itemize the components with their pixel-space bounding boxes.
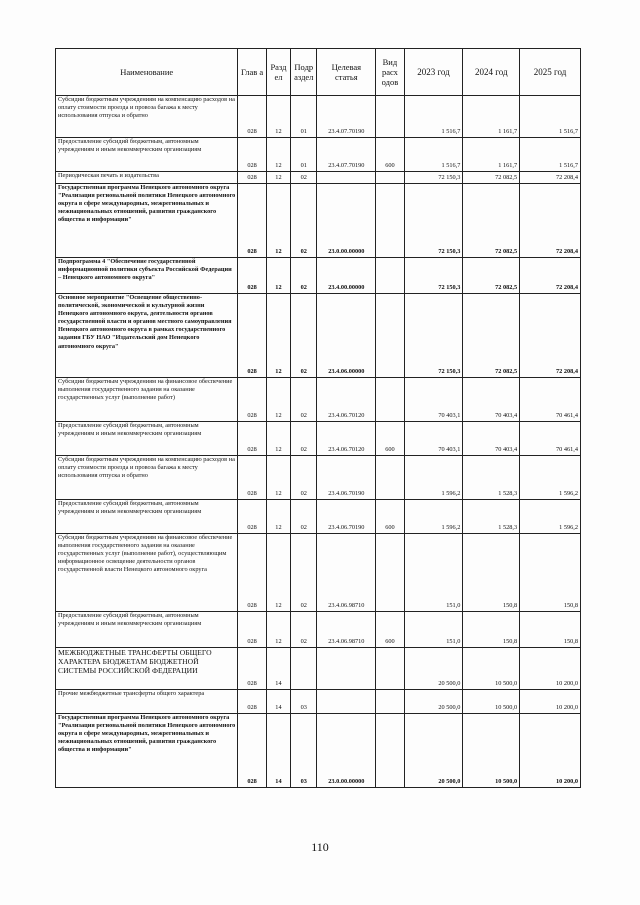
row-chapter: 028 bbox=[238, 378, 266, 422]
row-subsection: 02 bbox=[291, 500, 317, 534]
row-subsection bbox=[291, 648, 317, 690]
row-section: 14 bbox=[266, 690, 290, 714]
header-chapter: Глав а bbox=[238, 49, 266, 96]
header-section: Разд ел bbox=[266, 49, 290, 96]
row-2023: 72 150,3 bbox=[404, 184, 463, 258]
row-2023: 20 500,0 bbox=[404, 714, 463, 788]
header-2024: 2024 год bbox=[463, 49, 520, 96]
row-2023: 1 516,7 bbox=[404, 138, 463, 172]
table-row bbox=[56, 378, 581, 422]
row-2024: 150,8 bbox=[463, 534, 520, 612]
row-subsection: 02 bbox=[291, 612, 317, 648]
row-section: 14 bbox=[266, 648, 290, 690]
row-name: Периодическая печать и издательства bbox=[56, 172, 238, 184]
row-exptype: 600 bbox=[376, 612, 404, 648]
row-2025: 150,8 bbox=[520, 534, 581, 612]
row-target: 23.4.07.70190 bbox=[317, 96, 376, 138]
row-2024: 10 500,0 bbox=[463, 714, 520, 788]
table-row bbox=[56, 258, 581, 294]
row-chapter: 028 bbox=[238, 714, 266, 788]
row-chapter: 028 bbox=[238, 258, 266, 294]
row-target: 23.4.06.98710 bbox=[317, 612, 376, 648]
row-2025: 1 516,7 bbox=[520, 138, 581, 172]
row-section: 12 bbox=[266, 422, 290, 456]
row-subsection: 02 bbox=[291, 534, 317, 612]
table-row bbox=[56, 714, 581, 788]
row-target: 23.4.06.98710 bbox=[317, 534, 376, 612]
row-2023: 20 500,0 bbox=[404, 648, 463, 690]
row-2025: 10 200,0 bbox=[520, 648, 581, 690]
row-target bbox=[317, 648, 376, 690]
row-subsection: 01 bbox=[291, 96, 317, 138]
row-chapter: 028 bbox=[238, 294, 266, 378]
row-section: 12 bbox=[266, 500, 290, 534]
row-2023: 151,0 bbox=[404, 534, 463, 612]
row-2025: 72 208,4 bbox=[520, 172, 581, 184]
row-subsection: 02 bbox=[291, 184, 317, 258]
table-row bbox=[56, 294, 581, 378]
row-chapter: 028 bbox=[238, 172, 266, 184]
row-section: 12 bbox=[266, 184, 290, 258]
table-row bbox=[56, 96, 581, 138]
row-exptype: 600 bbox=[376, 422, 404, 456]
row-chapter: 028 bbox=[238, 96, 266, 138]
row-name: Предоставление субсидий бюджетным, автономным учреждениям и иным некоммерческим организациям bbox=[56, 500, 238, 534]
row-target: 23.0.00.00000 bbox=[317, 184, 376, 258]
row-exptype bbox=[376, 378, 404, 422]
row-2024: 150,8 bbox=[463, 612, 520, 648]
row-2023: 1 596,2 bbox=[404, 500, 463, 534]
row-2025: 10 200,0 bbox=[520, 714, 581, 788]
row-chapter: 028 bbox=[238, 534, 266, 612]
row-name: Государственная программа Ненецкого автономного округа "Реализация региональной политики Ненецкого автономного округа в сфере международных, межрегиональных и межнациональных отношений, развития гражданского общества и информации" bbox=[56, 714, 238, 788]
row-2025: 70 461,4 bbox=[520, 378, 581, 422]
row-2023: 1 516,7 bbox=[404, 96, 463, 138]
row-2025: 70 461,4 bbox=[520, 422, 581, 456]
row-2024: 72 082,5 bbox=[463, 258, 520, 294]
row-target bbox=[317, 172, 376, 184]
row-2025: 1 596,2 bbox=[520, 500, 581, 534]
row-section: 12 bbox=[266, 96, 290, 138]
row-chapter: 028 bbox=[238, 456, 266, 500]
row-section: 12 bbox=[266, 258, 290, 294]
row-exptype bbox=[376, 690, 404, 714]
row-name: Прочие межбюджетные трансферты общего характера bbox=[56, 690, 238, 714]
row-section: 12 bbox=[266, 138, 290, 172]
row-target: 23.4.06.70120 bbox=[317, 378, 376, 422]
row-2025: 72 208,4 bbox=[520, 184, 581, 258]
row-section: 12 bbox=[266, 378, 290, 422]
header-name: Наименование bbox=[56, 49, 238, 96]
header-target: Целевая статья bbox=[317, 49, 376, 96]
row-2023: 70 403,1 bbox=[404, 378, 463, 422]
table-row bbox=[56, 422, 581, 456]
row-exptype bbox=[376, 294, 404, 378]
row-2025: 1 596,2 bbox=[520, 456, 581, 500]
row-chapter: 028 bbox=[238, 690, 266, 714]
row-name: Предоставление субсидий бюджетным, автономным учреждениям и иным некоммерческим организациям bbox=[56, 612, 238, 648]
row-2024: 72 082,5 bbox=[463, 172, 520, 184]
row-chapter: 028 bbox=[238, 138, 266, 172]
row-chapter: 028 bbox=[238, 422, 266, 456]
row-exptype bbox=[376, 96, 404, 138]
row-exptype: 600 bbox=[376, 138, 404, 172]
row-chapter: 028 bbox=[238, 500, 266, 534]
row-2025: 150,8 bbox=[520, 612, 581, 648]
row-target bbox=[317, 690, 376, 714]
row-target: 23.0.00.00000 bbox=[317, 714, 376, 788]
table-row bbox=[56, 612, 581, 648]
table-row bbox=[56, 534, 581, 612]
table-row bbox=[56, 184, 581, 258]
table-row bbox=[56, 690, 581, 714]
row-exptype bbox=[376, 714, 404, 788]
budget-table bbox=[55, 48, 581, 788]
row-target: 23.4.06.70120 bbox=[317, 422, 376, 456]
row-2025: 72 208,4 bbox=[520, 258, 581, 294]
row-2023: 151,0 bbox=[404, 612, 463, 648]
row-name: Предоставление субсидий бюджетным, автономным учреждениям и иным некоммерческим организациям bbox=[56, 422, 238, 456]
row-name: Субсидии бюджетным учреждениям на финансовое обеспечение выполнения государственного задания на оказание государственных услуг (выполнение работ), осуществляющим информационное освещение деятельности органов государственной власти Ненецкого автономного округа bbox=[56, 534, 238, 612]
row-exptype bbox=[376, 172, 404, 184]
row-2023: 72 150,3 bbox=[404, 172, 463, 184]
row-chapter: 028 bbox=[238, 648, 266, 690]
row-section: 12 bbox=[266, 456, 290, 500]
row-chapter: 028 bbox=[238, 184, 266, 258]
row-exptype bbox=[376, 534, 404, 612]
row-target: 23.4.00.00000 bbox=[317, 258, 376, 294]
row-name: Государственная программа Ненецкого автономного округа "Реализация региональной политики Ненецкого автономного округа в сфере международных, межрегиональных и межнациональных отношений, развития гражданского общества и информации" bbox=[56, 184, 238, 258]
row-subsection: 02 bbox=[291, 258, 317, 294]
row-2024: 1 161,7 bbox=[463, 138, 520, 172]
row-exptype bbox=[376, 648, 404, 690]
row-2025: 72 208,4 bbox=[520, 294, 581, 378]
row-2024: 10 500,0 bbox=[463, 648, 520, 690]
row-target: 23.4.07.70190 bbox=[317, 138, 376, 172]
row-2023: 72 150,3 bbox=[404, 294, 463, 378]
row-subsection: 02 bbox=[291, 422, 317, 456]
table-row bbox=[56, 138, 581, 172]
row-2024: 70 403,4 bbox=[463, 422, 520, 456]
row-section: 14 bbox=[266, 714, 290, 788]
header-2025: 2025 год bbox=[520, 49, 581, 96]
row-2023: 20 500,0 bbox=[404, 690, 463, 714]
row-section: 12 bbox=[266, 294, 290, 378]
header-subsection: Подр аздел bbox=[291, 49, 317, 96]
row-subsection: 02 bbox=[291, 456, 317, 500]
row-2024: 1 528,3 bbox=[463, 456, 520, 500]
row-name: Субсидии бюджетным учреждениям на компенсацию расходов на оплату стоимости проезда и провоза багажа к месту использования отпуска и обратно bbox=[56, 456, 238, 500]
row-2024: 1 161,7 bbox=[463, 96, 520, 138]
row-name: Подпрограмма 4 "Обеспечение государственной информационной политики субъекта Российской Федерации – Ненецкого автономного округа" bbox=[56, 258, 238, 294]
row-name: Субсидии бюджетным учреждениям на компенсацию расходов на оплату стоимости проезда и провоза багажа к месту использования отпуска и обратно bbox=[56, 96, 238, 138]
table-header-row bbox=[56, 49, 581, 96]
header-2023: 2023 год bbox=[404, 49, 463, 96]
row-subsection: 03 bbox=[291, 690, 317, 714]
row-subsection: 03 bbox=[291, 714, 317, 788]
row-2024: 70 403,4 bbox=[463, 378, 520, 422]
row-chapter: 028 bbox=[238, 612, 266, 648]
row-subsection: 02 bbox=[291, 294, 317, 378]
row-2025: 10 200,0 bbox=[520, 690, 581, 714]
row-target: 23.4.06.70190 bbox=[317, 500, 376, 534]
row-2024: 72 082,5 bbox=[463, 184, 520, 258]
row-name: МЕЖБЮДЖЕТНЫЕ ТРАНСФЕРТЫ ОБЩЕГО ХАРАКТЕРА БЮДЖЕТАМ БЮДЖЕТНОЙ СИСТЕМЫ РОССИЙСКОЙ ФЕДЕРАЦИИ bbox=[56, 648, 238, 690]
row-2024: 72 082,5 bbox=[463, 294, 520, 378]
row-2024: 10 500,0 bbox=[463, 690, 520, 714]
page-number: 110 bbox=[311, 840, 329, 854]
row-2024: 1 528,3 bbox=[463, 500, 520, 534]
row-2023: 70 403,1 bbox=[404, 422, 463, 456]
row-section: 12 bbox=[266, 534, 290, 612]
row-name: Предоставление субсидий бюджетным, автономным учреждениям и иным некоммерческим организациям bbox=[56, 138, 238, 172]
table-row bbox=[56, 648, 581, 690]
row-subsection: 01 bbox=[291, 138, 317, 172]
row-section: 12 bbox=[266, 172, 290, 184]
row-section: 12 bbox=[266, 612, 290, 648]
row-exptype bbox=[376, 258, 404, 294]
row-subsection: 02 bbox=[291, 172, 317, 184]
table-row bbox=[56, 172, 581, 184]
row-2023: 72 150,3 bbox=[404, 258, 463, 294]
row-exptype: 600 bbox=[376, 500, 404, 534]
row-subsection: 02 bbox=[291, 378, 317, 422]
row-name: Основное мероприятие "Освещение общественно-политической, экономической и культурной жизни Ненецкого автономного округа, деятельности органов государственной власти и органов местного самоуправления Ненецкого автономного округа в рамках государственного задания ГБУ НАО "Издательский дом Ненецкого автономного округа" bbox=[56, 294, 238, 378]
row-exptype bbox=[376, 456, 404, 500]
row-2025: 1 516,7 bbox=[520, 96, 581, 138]
row-exptype bbox=[376, 184, 404, 258]
row-target: 23.4.06.00000 bbox=[317, 294, 376, 378]
header-exptype: Вид расх одов bbox=[376, 49, 404, 96]
table-row bbox=[56, 456, 581, 500]
table-row bbox=[56, 500, 581, 534]
row-2023: 1 596,2 bbox=[404, 456, 463, 500]
row-name: Субсидии бюджетным учреждениям на финансовое обеспечение выполнения государственного задания на оказание государственных услуг (выполнение работ) bbox=[56, 378, 238, 422]
row-target: 23.4.06.70190 bbox=[317, 456, 376, 500]
